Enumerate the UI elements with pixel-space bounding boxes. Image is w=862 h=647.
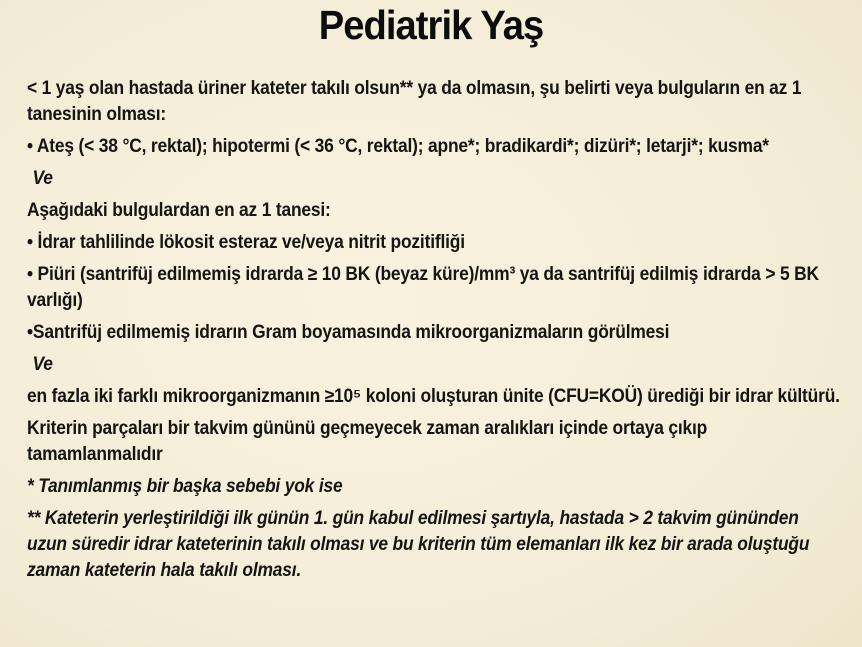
and-connector-1: Ve — [32, 168, 53, 189]
criterion-timing-paragraph: Kriterin parçaları bir takvim gününü geçmeyecek zaman aralıkları içinde ortaya çıkıp tamamlanmalıdır — [27, 418, 708, 465]
findings-heading: Aşağıdaki bulgulardan en az 1 tanesi: — [27, 200, 331, 221]
and-connector-2: Ve — [32, 354, 53, 375]
urine-test-bullet: • İdrar tahlilinde lökosit esteraz ve/veya nitrit pozitifliği — [27, 232, 465, 253]
intro-paragraph: < 1 yaş olan hastada üriner kateter takılı olsun** ya da olmasın, şu belirti veya bulguların en az 1 tanesinin olması: — [27, 78, 802, 125]
culture-paragraph: en fazla iki farklı mikroorganizmanın ≥10⁵ koloni oluşturan ünite (CFU=KOÜ) ürediği bir idrar kültürü. — [27, 386, 840, 407]
footnote-double-asterisk: ** Kateterin yerleştirildiği ilk günün 1. gün kabul edilmesi şartıyla, hastada > 2 takvim gününden uzun süredir idrar kateterinin takılı olması ve bu kriterin tüm elemanları ilk kez bir arada oluştuğu zaman kateterin hala takılı olması. — [27, 508, 810, 581]
slide-body — [27, 76, 840, 590]
symptoms-bullet: • Ateş (< 38 °C, rektal); hipotermi (< 36 °C, rektal); apne*; bradikardi*; dizüri*; letarji*; kusma* — [27, 136, 769, 157]
slide-title: Pediatrik Yaş — [318, 2, 544, 48]
pyuria-bullet: • Piüri (santrifüj edilmemiş idrarda ≥ 10 BK (beyaz küre)/mm³ ya da santrifüj edilmiş idrarda > 5 BK varlığı) — [27, 264, 819, 311]
gram-stain-bullet: •Santrifüj edilmemiş idrarın Gram boyamasında mikroorganizmaların görülmesi — [27, 322, 670, 343]
footnote-single-asterisk: * Tanımlanmış bir başka sebebi yok ise — [27, 476, 343, 497]
